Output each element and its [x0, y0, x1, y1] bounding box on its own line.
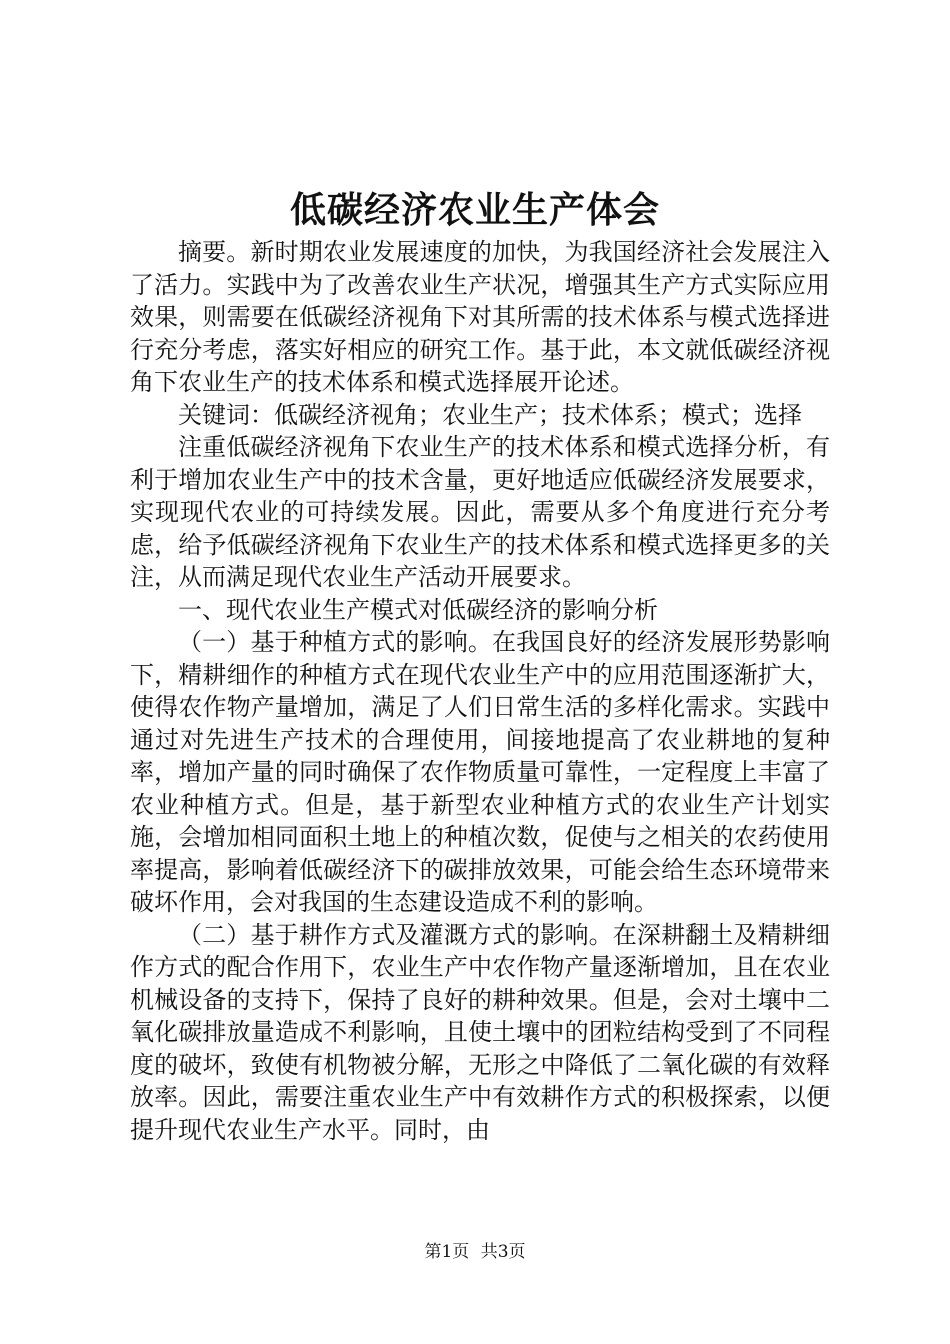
- document-title: 低碳经济农业生产体会: [289, 189, 660, 231]
- page-footer: [0, 1240, 950, 1264]
- document-body: [130, 236, 830, 1146]
- section-1-paragraph: （一）基于种植方式的影响。在我国良好的经济发展形势影响下，精耕细作的种植方式在现代农业生产中的应用范围逐渐扩大，使得农作物产量增加，满足了人们日常生活的多样化需求。实践中通过对先进生产技术的合理使用，间接地提高了农业耕地的复种率，增加产量的同时确保了农作物质量可靠性，一定程度上丰富了农业种植方式。但是，基于新型农业种植方式的农业生产计划实施，会增加相同面积土地上的种植次数，促使与之相关的农药使用率提高，影响着低碳经济下的碳排放效果，可能会给生态环境带来破坏作用，会对我国的生态建设造成不利的影响。: [130, 628, 830, 916]
- keywords-paragraph: 关键词：低碳经济视角；农业生产；技术体系；模式；选择: [178, 400, 802, 429]
- section-2-paragraph: （二）基于耕作方式及灌溉方式的影响。在深耕翻土及精耕细作方式的配合作用下，农业生产中农作物产量逐渐增加，且在农业机械设备的支持下，保持了良好的耕种效果。但是，会对土壤中二氧化碳排放量造成不利影响，且使土壤中的团粒结构受到了不同程度的破坏，致使有机物被分解，无形之中降低了二氧化碳的有效释放率。因此，需要注重农业生产中有效耕作方式的积极探索，以便提升现代农业生产水平。同时，由: [130, 920, 830, 1144]
- section-heading: 一、现代农业生产模式对低碳经济的影响分析: [178, 595, 658, 624]
- intro-paragraph: 注重低碳经济视角下农业生产的技术体系和模式选择分析，有利于增加农业生产中的技术含量，更好地适应低碳经济发展要求，实现现代农业的可持续发展。因此，需要从多个角度进行充分考虑，给予低碳经济视角下农业生产的技术体系和模式选择更多的关注，从而满足现代农业生产活动开展要求。: [130, 433, 830, 591]
- page-total: 共3页: [480, 1242, 526, 1262]
- abstract-paragraph: 摘要。新时期农业发展速度的加快，为我国经济社会发展注入了活力。实践中为了改善农业生产状况，增强其生产方式实际应用效果，则需要在低碳经济视角下对其所需的技术体系与模式选择进行充分考虑，落实好相应的研究工作。基于此，本文就低碳经济视角下农业生产的技术体系和模式选择展开论述。: [130, 238, 830, 396]
- page-number: 第1页: [424, 1242, 470, 1262]
